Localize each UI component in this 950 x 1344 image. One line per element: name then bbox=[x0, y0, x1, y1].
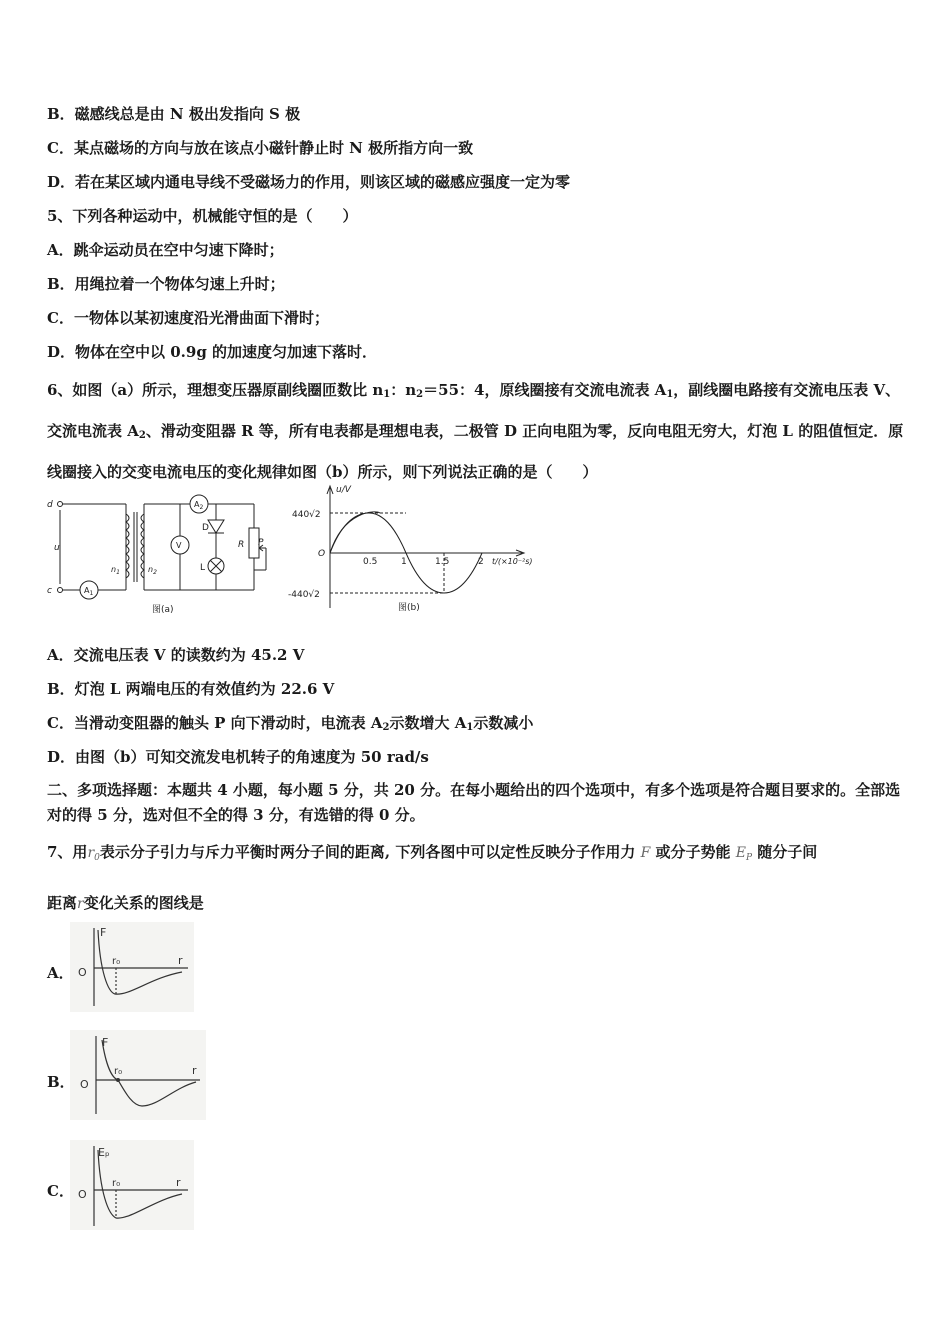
section2-instructions: 二、多项选择题：本题共 4 小题，每小题 5 分，共 20 分。在每小题给出的四个选项中，有多个选项是符合题目要求的。全部选对的得 5 分，选对但不全的得 3 分，有选错的得 0 分。 bbox=[47, 781, 901, 824]
q6-option-a: A．交流电压表 V 的读数约为 45.2 V bbox=[47, 646, 305, 664]
label-p: P bbox=[258, 538, 264, 548]
graph-b2-r0: r₀ bbox=[114, 1066, 123, 1077]
label-u: u bbox=[54, 543, 60, 553]
caption-figure-b: 图(b) bbox=[398, 603, 420, 613]
q6-stem: 6、如图（a）所示，理想变压器原副线圈匝数比 $n_1$：$n_2=55$：4，原线圈接有交流电流表 $A_1$，副线圈电路接有交流电压表 V、交流电流表 $A_2$、滑动变阻器 R 等，所有电表都是理想电表，二极管 D 正向电阻为零，反向电阻无穷大，灯泡 L 的阻值恒定．原线圈接入的交变电流电压的变化规律如图（b）所示，则下列说法正确的是（ ） bbox=[47, 381, 904, 481]
graph-a-xlabel: r bbox=[178, 954, 183, 967]
graph-b-xtick: 1.5 bbox=[435, 557, 450, 567]
graph-b-ymin: -440√2 bbox=[288, 590, 320, 600]
q4-option-c: C．某点磁场的方向与放在该点小磁针静止时 N 极所指方向一致 bbox=[47, 139, 474, 157]
graph-a-r0: r₀ bbox=[112, 956, 121, 967]
graph-c-r0: r₀ bbox=[112, 1178, 121, 1189]
graph-b2-xlabel: r bbox=[192, 1064, 197, 1077]
label-a1: $A_1$ bbox=[84, 586, 94, 597]
label-d: d bbox=[47, 500, 53, 510]
graph-a-ylabel: F bbox=[100, 926, 107, 939]
graph-b-xtick: 0.5 bbox=[363, 557, 378, 567]
q4-option-d: D．若在某区域内通电导线不受磁场力的作用，则该区域的磁感应强度一定为零 bbox=[47, 173, 571, 191]
q7-option-a-label: A． bbox=[47, 964, 74, 982]
q6-option-c: C．当滑动变阻器的触头 P 向下滑动时，电流表 $A_2$示数增大 $A_1$示数减小 bbox=[47, 714, 534, 733]
graph-b-ymax: 440√2 bbox=[292, 510, 321, 520]
q7-stem-line2: 距离r变化关系的图线是 bbox=[47, 894, 204, 912]
sine-curve-rise bbox=[330, 512, 380, 553]
q4-option-b: B．磁感线总是由 N 极出发指向 S 极 bbox=[47, 105, 301, 123]
graph-c-ylabel: Eₚ bbox=[98, 1146, 110, 1159]
label-n2: $n_2$ bbox=[148, 565, 157, 576]
q5-option-c: C．一物体以某初速度沿光滑曲面下滑时； bbox=[47, 309, 329, 327]
q7-graph-c bbox=[70, 1140, 194, 1230]
diode-icon bbox=[208, 520, 224, 533]
q7-option-c-label: C． bbox=[47, 1182, 74, 1200]
graph-c-xlabel: r bbox=[176, 1176, 181, 1189]
circuit-figure-a bbox=[44, 490, 280, 618]
label-v: V bbox=[176, 541, 182, 550]
q5-option-d: D．物体在空中以 0.9g 的加速度匀加速下落时． bbox=[47, 343, 378, 361]
graph-b-xtick: 2 bbox=[478, 557, 484, 567]
q7-graph-a bbox=[70, 922, 194, 1012]
label-c: c bbox=[47, 586, 52, 596]
q6-option-d: D．由图（b）可知交流发电机转子的角速度为 50 rad/s bbox=[47, 748, 429, 766]
q7-graph-b bbox=[70, 1030, 206, 1120]
q7-stem-line1: 7、用$r_0$表示分子引力与斥力平衡时两分子间的距离, 下列各图中可以定性反映分子作用力 F 或分子势能 $E_P$ 随分子间 bbox=[47, 843, 818, 863]
graph-b-ylabel: u/V bbox=[336, 485, 351, 495]
caption-figure-a: 图(a) bbox=[152, 605, 174, 615]
label-lamp: L bbox=[200, 563, 206, 573]
label-a2: $A_2$ bbox=[194, 500, 204, 511]
label-n1: $n_1$ bbox=[111, 565, 120, 576]
graph-c-origin: O bbox=[78, 1188, 87, 1201]
graph-a-origin: O bbox=[78, 966, 87, 979]
label-r: R bbox=[238, 540, 245, 550]
label-diode: D bbox=[202, 523, 209, 533]
q7-option-b-label: B． bbox=[47, 1073, 75, 1091]
graph-b2-origin: O bbox=[80, 1078, 89, 1091]
graph-b-xlabel: t/(×10⁻²s) bbox=[492, 557, 533, 566]
graph-b2-ylabel: F bbox=[102, 1036, 109, 1049]
q6-option-b: B．灯泡 L 两端电压的有效值约为 22.6 V bbox=[47, 680, 335, 698]
q5-option-a: A．跳伞运动员在空中匀速下降时； bbox=[47, 241, 284, 259]
q5-option-b: B．用绳拉着一个物体匀速上升时； bbox=[47, 275, 285, 293]
voltage-graph-figure-b bbox=[286, 480, 556, 620]
graph-b-origin: O bbox=[318, 549, 326, 559]
q5-stem: 5、下列各种运动中，机械能守恒的是（ ） bbox=[47, 207, 358, 225]
graph-b-xtick: 1 bbox=[401, 557, 407, 567]
